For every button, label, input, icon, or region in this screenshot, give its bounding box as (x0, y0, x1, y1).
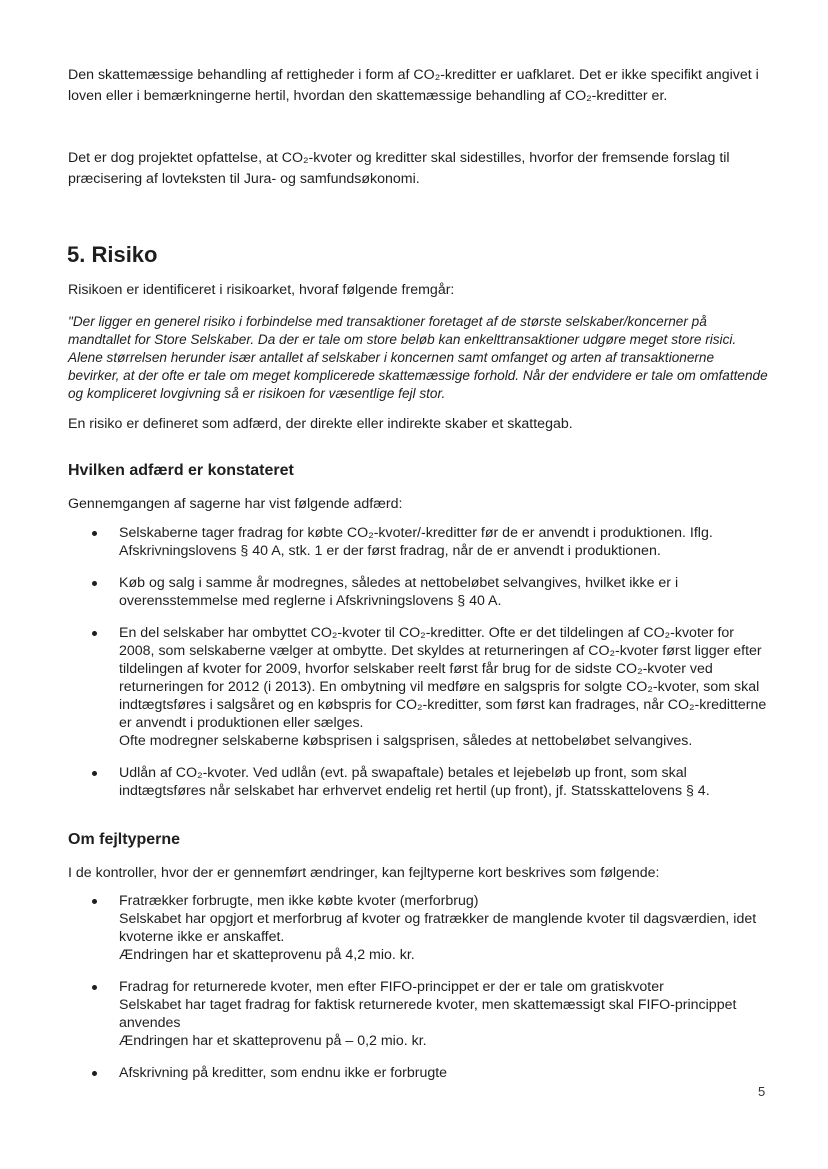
list-item (92, 1064, 772, 1082)
bullet-icon (92, 631, 97, 636)
behavior-list (92, 524, 772, 800)
intro-paragraph-2: Det er dog projektet opfattelse, at CO₂-kvoter og kreditter skal sidestilles, hvorfor der fremsende forslag til præcisering af lovteksten til Jura- og samfundsøkonomi. (68, 150, 730, 187)
error-change: Ændringen har et skatteprovenu på – 0,2 mio. kr. (119, 1033, 427, 1049)
list-item-text: Køb og salg i samme år modregnes, således at nettobeløbet selvangives, hvilket ikke er i overensstemmelse med reglerne i Afskrivningslovens § 40 A. (119, 575, 679, 609)
page-number: 5 (758, 1084, 766, 1099)
errors-lead: I de kontroller, hvor der er gennemført ændringer, kan fejltyperne kort beskrives som følgende: (68, 865, 660, 881)
section-heading: 5. Risiko (67, 242, 158, 267)
risk-lead: Risikoen er identificeret i risikoarket, hvoraf følgende fremgår: (68, 282, 455, 298)
intro-paragraph-1: Den skattemæssige behandling af rettigheder i form af CO₂-kreditter er uafklaret. Det er ikke specifikt angivet i loven eller i bemærkningerne hertil, hvordan den skattemæssige behandling af CO₂-kreditter er. (68, 67, 759, 104)
list-item (92, 978, 772, 1050)
list-item (92, 892, 772, 964)
list-item (92, 624, 772, 750)
bullet-icon (92, 1071, 97, 1076)
list-item (92, 524, 772, 560)
error-title: Afskrivning på kreditter, som endnu ikke er forbrugte (119, 1065, 448, 1081)
list-item-text: En del selskaber har ombyttet CO₂-kvoter til CO₂-kreditter. Ofte er det tildelingen af CO₂-kvoter for 2008, som selskaberne vælger at ombytte. Det skyldes at returneringen af CO₂-kvoter først ligger efter tildelingen af kvoter for 2009, hvorfor selskaber reelt først får brug for de sidste CO₂-kvoter ved returneringen for 2012 (i 2013). En ombytning vil medføre en salgspris for solgte CO₂-kvoter, som skal indtægtsføres i salgsåret og en købspris for CO₂-kreditter, som først kan fradrages, når CO₂-kreditterne er anvendt i produktionen eller sælges. (119, 625, 767, 731)
list-item (92, 764, 772, 800)
errors-list (92, 892, 772, 1082)
list-item-text: Selskaberne tager fradrag for købte CO₂-kvoter/-kreditter før de er anvendt i produktionen. Iflg. Afskrivningslovens § 40 A, stk. 1 er der først fradrag, når de er anvendt i produktionen. (119, 525, 713, 559)
risk-quote: "Der ligger en generel risiko i forbindelse med transaktioner foretaget af de største selskaber/koncerner på mandtallet for Store Selskaber. Da der er tale om store beløb kan enkelttransaktioner udgøre meget store risici. Alene størrelsen herunder især antallet af selskaber i koncernen samt omfanget og arten af transaktionerne bevirker, at der ofte er tale om meget komplicerede skattemæssige forhold. Når der endvidere er tale om omfattende og kompliceret lovgivning så er risikoen for væsentlige fejl stor. (68, 314, 768, 401)
error-title: Fratrækker forbrugte, men ikke købte kvoter (merforbrug) (119, 893, 479, 909)
risk-definition: En risiko er defineret som adfærd, der direkte eller indirekte skaber et skattegab. (68, 416, 573, 432)
list-item-extra: Ofte modregner selskaberne købsprisen i salgsprisen, således at nettobeløbet selvangives. (119, 733, 693, 749)
list-item-text: Udlån af CO₂-kvoter. Ved udlån (evt. på swapaftale) betales et lejebeløb up front, som skal indtægtsføres når selskabet har erhvervet endelig ret hertil (up front), jf. Statsskattelovens § 4. (119, 765, 710, 799)
error-text: Selskabet har taget fradrag for faktisk returnerede kvoter, men skattemæssigt skal FIFO-princippet anvendes (119, 997, 737, 1031)
list-item (92, 574, 772, 610)
behavior-lead: Gennemgangen af sagerne har vist følgende adfærd: (68, 496, 403, 512)
bullet-icon (92, 899, 97, 904)
error-change: Ændringen har et skatteprovenu på 4,2 mio. kr. (119, 947, 415, 963)
bullet-icon (92, 581, 97, 586)
error-text: Selskabet har opgjort et merforbrug af kvoter og fratrækker de manglende kvoter til dagsværdien, idet kvoterne ikke er anskaffet. (119, 911, 757, 945)
behavior-heading: Hvilken adfærd er konstateret (68, 462, 294, 479)
errors-heading: Om fejltyperne (68, 831, 181, 848)
bullet-icon (92, 985, 97, 990)
bullet-icon (92, 771, 97, 776)
bullet-icon (92, 531, 97, 536)
error-title: Fradrag for returnerede kvoter, men efter FIFO-princippet er der er tale om gratiskvoter (119, 979, 664, 995)
